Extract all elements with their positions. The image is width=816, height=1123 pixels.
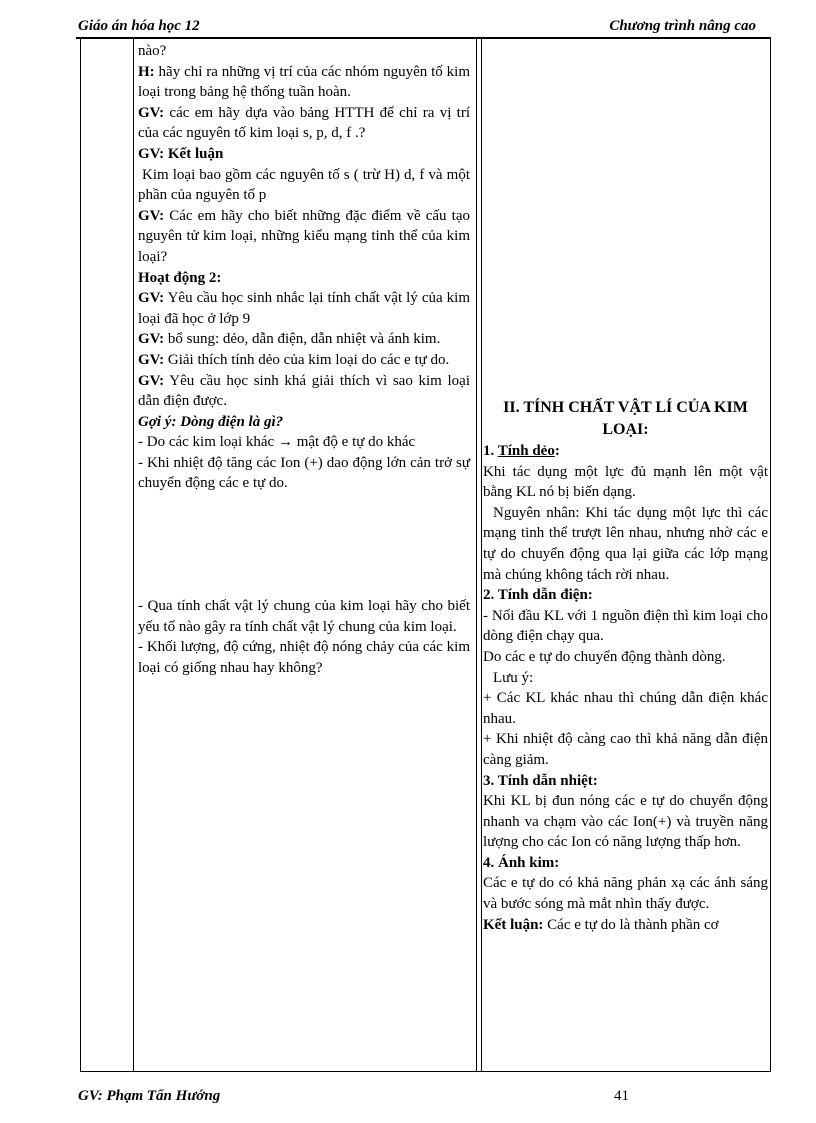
conclusion-text: Các e tự do là thành phần cơ <box>543 916 719 933</box>
speaker-label: GV: <box>138 104 165 121</box>
content-paragraph <box>483 915 768 936</box>
teacher-conclusion-heading: GV: Kết luận <box>138 145 224 162</box>
subsection-title: 2. Tính dẫn điện: <box>483 587 593 604</box>
speaker-label: GV: <box>138 207 165 224</box>
teacher-line <box>138 371 470 412</box>
teacher-line: - Khi nhiệt độ tăng các Ion (+) dao động lớn cản trở sự chuyển động các e tự do. <box>138 454 470 492</box>
teacher-text: Yêu cầu học sinh khá giải thích vì sao kim loại dẫn điện được. <box>138 372 470 410</box>
lesson-content-column <box>483 397 768 935</box>
subsection-title: 3. Tính dẫn nhiệt: <box>483 772 598 789</box>
teacher-text: Giải thích tính dẻo của kim loại do các e tự do. <box>164 351 450 368</box>
teacher-line: nào? <box>138 43 167 59</box>
header-program: Chương trình nâng cao <box>609 18 756 34</box>
note-label: Lưu ý: <box>493 669 534 686</box>
content-paragraph: Các e tự do có khả năng phản xạ các ánh sáng và bước sóng mà mắt nhìn thấy được. <box>483 875 768 913</box>
content-paragraph: Nguyên nhân: Khi tác dụng một lực thì các mạng tinh thể trượt lên nhau, nhưng nhờ các e tự do chuyển động qua lại giữa các lớp mạng mà chúng không tách rời nhau. <box>483 504 768 583</box>
subsection-title <box>483 441 768 462</box>
hint-heading: Gợi ý: Dòng điện là gì? <box>138 413 284 430</box>
content-paragraph: Khi KL bị đun nóng các e tự do chuyển động nhanh va chạm vào các Ion(+) và truyền năng lượng cho các Ion có năng lượng thấp hơn. <box>483 793 768 851</box>
speaker-label: GV: <box>138 290 165 307</box>
content-paragraph: + Khi nhiệt độ càng cao thì khả năng dẫn điện càng giảm. <box>483 731 768 768</box>
teacher-line: Kim loại bao gồm các nguyên tố s ( trừ H) d, f và một phần của nguyên tố p <box>138 166 470 204</box>
spacer <box>138 494 470 596</box>
column-divider-3 <box>481 38 482 1071</box>
section-heading: II. TÍNH CHẤT VẬT LÍ CỦA KIM LOẠI: <box>503 399 748 438</box>
teacher-line <box>138 103 470 144</box>
teacher-text: hãy chỉ ra những vị trí của các nhóm nguyên tố kim loại trong bảng hệ thống tuần hoàn. <box>138 63 470 101</box>
subsection-number: 1. <box>483 443 498 459</box>
speaker-label: GV: <box>138 372 165 389</box>
teacher-text: Yêu cầu học sinh nhắc lại tính chất vật lý của kim loại đã học ở lớp 9 <box>138 290 470 327</box>
teacher-text: bổ sung: dẻo, dẫn điện, dẫn nhiệt và ánh kim. <box>164 331 441 348</box>
page-number: 41 <box>614 1088 629 1104</box>
teacher-line <box>138 350 470 371</box>
content-paragraph: - Nối đầu KL với 1 nguồn điện thì kim loại cho dòng điện chạy qua. <box>483 607 768 645</box>
teacher-line <box>138 206 470 268</box>
subsection-colon: : <box>554 443 560 459</box>
subsection-title: 4. Ánh kim: <box>483 854 560 871</box>
teacher-line <box>138 62 470 103</box>
speaker-label: H: <box>138 63 155 80</box>
speaker-label: GV: <box>138 351 165 368</box>
teacher-text: các em hãy dựa vào bảng HTTH để chỉ ra vị trí của các nguyên tố kim loại s, p, d, f .? <box>138 104 470 142</box>
column-divider-1 <box>133 38 134 1071</box>
content-paragraph: Khi tác dụng một lực đủ mạnh lên một vật bằng KL nó bị biến dạng. <box>483 463 768 501</box>
content-paragraph: Do các e tự do chuyển động thành dòng. <box>483 648 726 665</box>
content-paragraph: + Các KL khác nhau thì chúng dẫn điện khác nhau. <box>483 690 768 727</box>
speaker-label: GV: <box>138 331 165 348</box>
teacher-activity-column <box>138 41 470 678</box>
column-divider-2 <box>476 38 477 1071</box>
teacher-line: - Qua tính chất vật lý chung của kim loại hãy cho biết yếu tố nào gây ra tính chất vật lý chung của kim loại. <box>138 598 470 635</box>
teacher-text: Các em hãy cho biết những đặc điểm về cấu tạo nguyên tử kim loại, những kiểu mạng tinh thể của kim loại? <box>138 207 470 265</box>
teacher-line: - Do các kim loại khác → mật độ e tự do khác <box>138 434 416 451</box>
teacher-line <box>138 288 470 329</box>
subsection-title-text: Tính dẻo <box>497 443 555 459</box>
conclusion-label: Kết luận: <box>483 916 544 933</box>
teacher-line: - Khối lượng, độ cứng, nhiệt độ nóng chảy của các kim loại có giống nhau hay không? <box>138 639 470 676</box>
teacher-line <box>138 329 470 350</box>
header-subject: Giáo án hóa học 12 <box>78 18 200 34</box>
footer-teacher: GV: Phạm Tấn Hướng <box>78 1088 221 1104</box>
activity-heading: Hoạt động 2: <box>138 269 222 286</box>
